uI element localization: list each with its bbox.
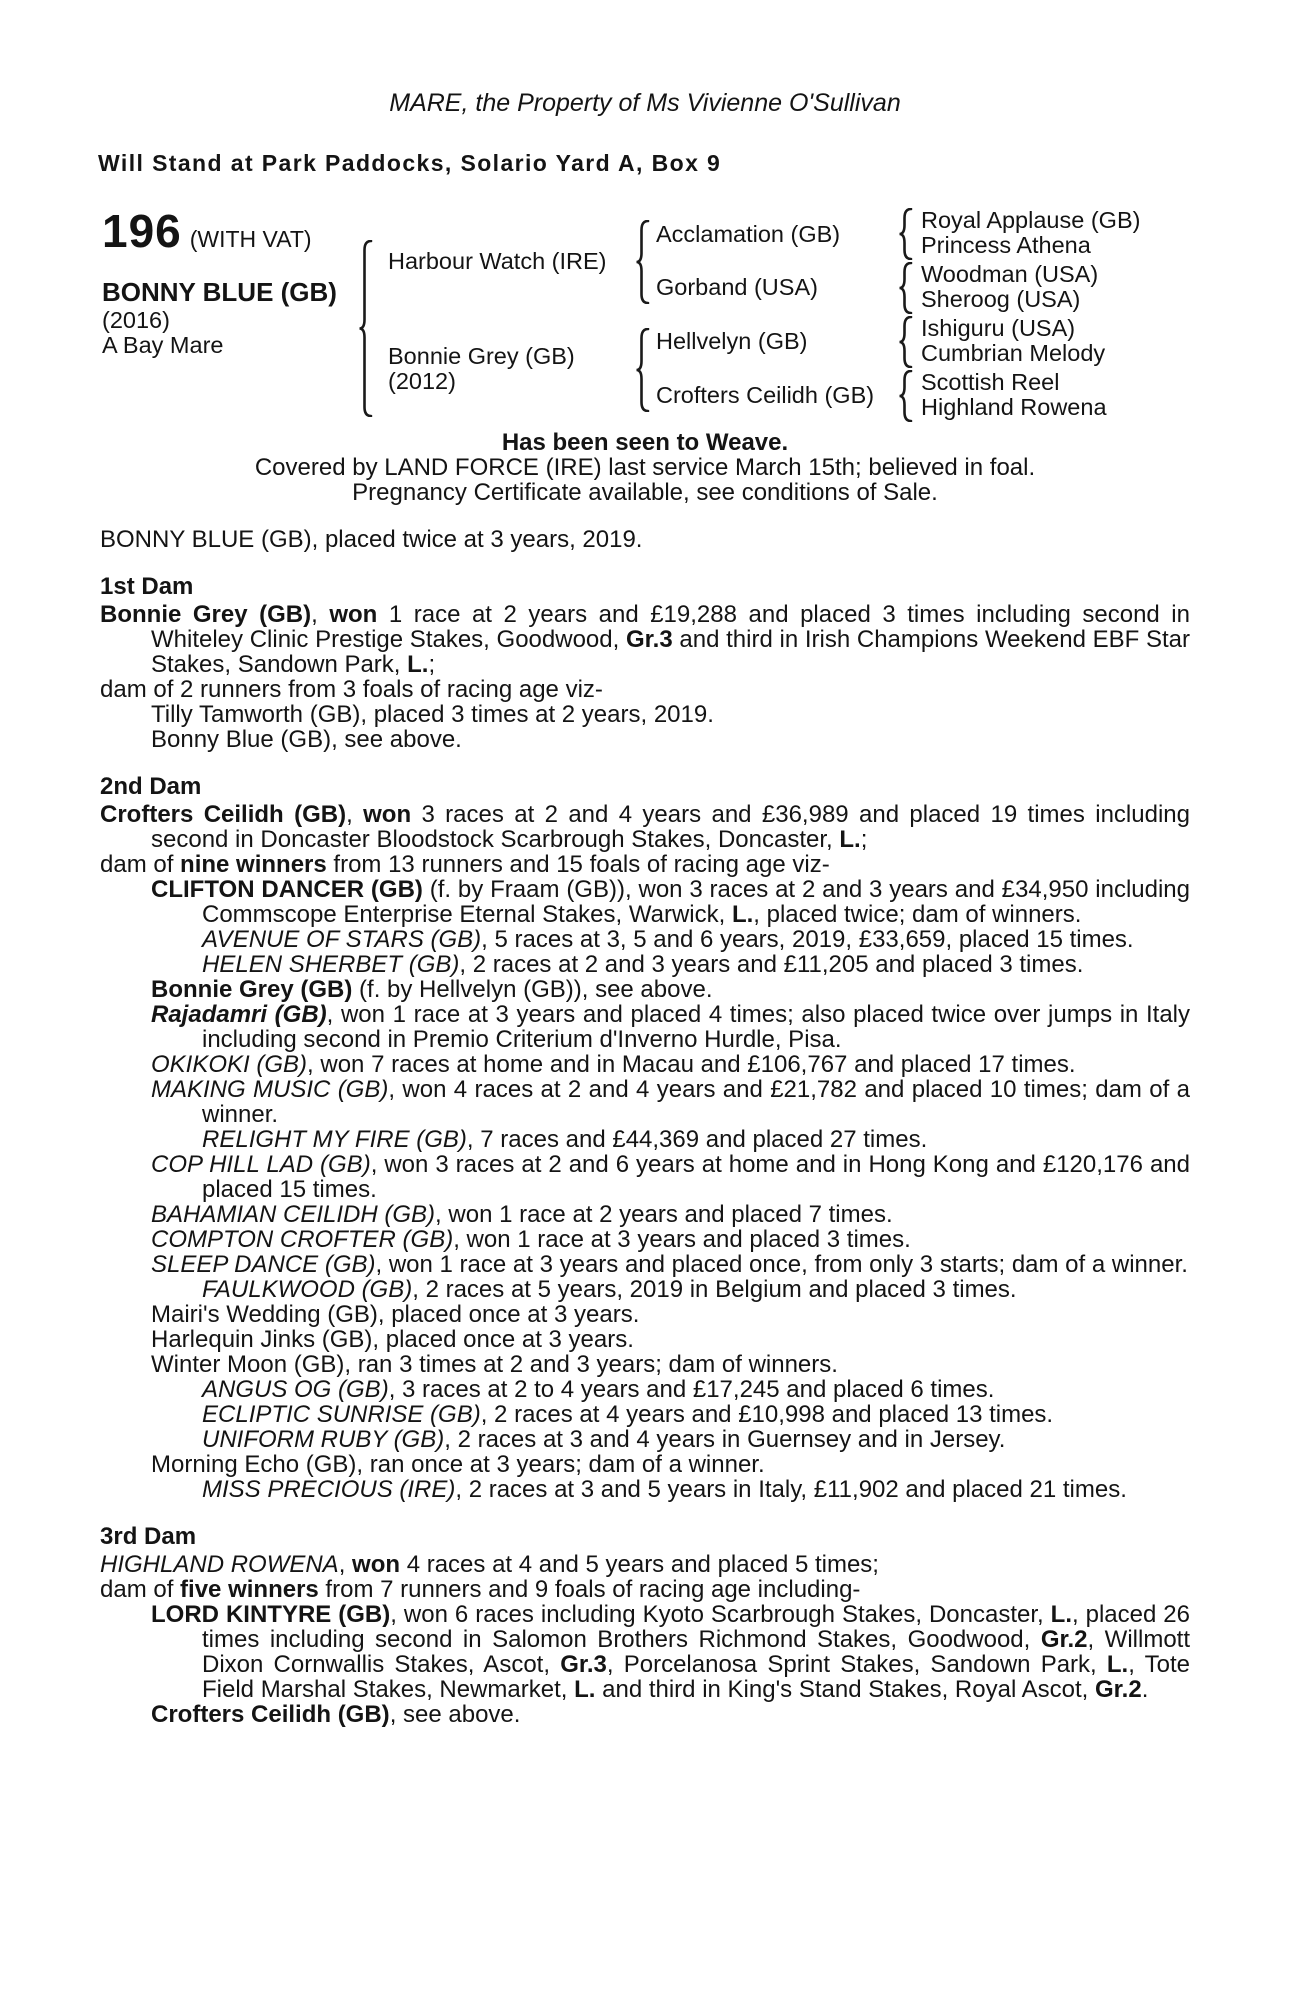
dam-section bbox=[100, 774, 1190, 1502]
pedigree-paragraph: Winter Moon (GB), ran 3 times at 2 and 3 years; dam of winners. bbox=[151, 1351, 838, 1378]
dam-name: Bonnie Grey (GB) bbox=[388, 343, 575, 369]
gen3-sire-dam: Gorband (USA) bbox=[656, 274, 818, 300]
pedigree-paragraph: CLIFTON DANCER (GB) (f. by Fraam (GB)), won 3 races at 2 and 3 years and £34,950 including Commscope Enterprise Eternal Stakes, Warwick, L., placed twice; dam of winners. bbox=[151, 876, 1190, 928]
pedigree-paragraph: dam of five winners from 7 runners and 9 foals of racing age including- bbox=[100, 1576, 861, 1603]
race-record-and-dams bbox=[100, 527, 1190, 1727]
weave-note: Has been seen to Weave. bbox=[501, 429, 789, 456]
gen4-name: Scottish Reel bbox=[921, 369, 1060, 395]
pedigree-paragraph: MISS PRECIOUS (IRE), 2 races at 3 and 5 years in Italy, £11,902 and placed 21 times. bbox=[202, 1476, 1127, 1503]
gen4-name: Royal Applause (GB) bbox=[921, 207, 1141, 233]
pedigree-diagram bbox=[100, 205, 1190, 427]
pedigree-paragraph: ANGUS OG (GB), 3 races at 2 to 4 years and £17,245 and placed 6 times. bbox=[202, 1376, 995, 1403]
lot-name: BONNY BLUE (GB) bbox=[102, 277, 337, 307]
pedigree-paragraph: Mairi's Wedding (GB), placed once at 3 years. bbox=[151, 1301, 640, 1328]
section-heading: 2nd Dam bbox=[100, 773, 202, 800]
gen4-name: Woodman (USA) bbox=[921, 261, 1099, 287]
pedigree-paragraph: Rajadamri (GB), won 1 race at 3 years and placed 4 times; also placed twice over jumps in Italy including second in Premio Criterium d'Inverno Hurdle, Pisa. bbox=[151, 1001, 1191, 1053]
brace-icon bbox=[898, 370, 913, 428]
pedigree-paragraph: Crofters Ceilidh (GB), see above. bbox=[151, 1701, 521, 1728]
pedigree-paragraph: Harlequin Jinks (GB), placed once at 3 years. bbox=[151, 1326, 634, 1353]
brace-icon bbox=[635, 328, 650, 418]
gen3-sire-sire: Acclamation (GB) bbox=[656, 221, 841, 247]
pedigree-paragraph: MAKING MUSIC (GB), won 4 races at 2 and 4 years and £21,782 and placed 10 times; dam of a winner. bbox=[151, 1076, 1190, 1128]
pedigree-paragraph: COP HILL LAD (GB), won 3 races at 2 and 6 years at home and in Hong Kong and £120,176 and placed 15 times. bbox=[151, 1151, 1190, 1203]
gen4-name: Princess Athena bbox=[921, 232, 1091, 258]
brace-icon bbox=[898, 316, 913, 374]
pedigree-paragraph: OKIKOKI (GB), won 7 races at home and in Macau and £106,767 and placed 17 times. bbox=[151, 1051, 1076, 1078]
covering-note: Covered by LAND FORCE (IRE) last service March 15th; believed in foal. bbox=[254, 454, 1036, 481]
pedigree-paragraph: COMPTON CROFTER (GB), won 1 race at 3 years and placed 3 times. bbox=[151, 1226, 911, 1253]
gen3-dam-dam: Crofters Ceilidh (GB) bbox=[656, 382, 875, 408]
pedigree-paragraph: UNIFORM RUBY (GB), 2 races at 3 and 4 years in Guernsey and in Jersey. bbox=[202, 1426, 1006, 1453]
gen3-dam-sire: Hellvelyn (GB) bbox=[656, 328, 808, 354]
pedigree-paragraph: FAULKWOOD (GB), 2 races at 5 years, 2019 in Belgium and placed 3 times. bbox=[202, 1276, 1017, 1303]
section-heading: 1st Dam bbox=[100, 573, 194, 600]
lot-foaling-year: (2016) bbox=[102, 307, 170, 333]
pedigree-paragraph: dam of 2 runners from 3 foals of racing age viz- bbox=[100, 676, 603, 703]
pedigree-paragraph: ECLIPTIC SUNRISE (GB), 2 races at 4 years and £10,998 and placed 13 times. bbox=[202, 1401, 1054, 1428]
pedigree-paragraph: AVENUE OF STARS (GB), 5 races at 3, 5 and 6 years, 2019, £33,659, placed 15 times. bbox=[202, 926, 1134, 953]
pedigree-paragraph: RELIGHT MY FIRE (GB), 7 races and £44,369 and placed 27 times. bbox=[202, 1126, 928, 1153]
pregnancy-note: Pregnancy Certificate available, see conditions of Sale. bbox=[352, 479, 938, 506]
pedigree-paragraph: Morning Echo (GB), ran once at 3 years; dam of a winner. bbox=[151, 1451, 765, 1478]
sire-name: Harbour Watch (IRE) bbox=[388, 248, 607, 274]
lot-description: A Bay Mare bbox=[102, 332, 224, 358]
vat-note: (WITH VAT) bbox=[189, 226, 312, 252]
pedigree-paragraph: LORD KINTYRE (GB), won 6 races including Kyoto Scarbrough Stakes, Doncaster, L., placed 26 times including second in Salomon Brothers Richmond Stakes, Goodwood, Gr.2, Willmott Dixon Cornwallis Stakes, Ascot, Gr.3, Porcelanosa Sprint Stakes, Sandown Park, L., Tote Field Marshal Stakes, Newmarket, L. and third in King's Stand Stakes, Royal Ascot, Gr.2. bbox=[151, 1601, 1191, 1703]
brace-icon bbox=[358, 240, 373, 423]
pedigree-paragraph: dam of nine winners from 13 runners and 15 foals of racing age viz- bbox=[100, 851, 830, 878]
dam-section bbox=[100, 1524, 1190, 1727]
dam-sections bbox=[100, 574, 1190, 1727]
pedigree-paragraph: SLEEP DANCE (GB), won 1 race at 3 years and placed once, from only 3 starts; dam of a winner. bbox=[151, 1251, 1188, 1278]
gen4-name: Ishiguru (USA) bbox=[921, 315, 1076, 341]
pedigree-paragraph: HELEN SHERBET (GB), 2 races at 2 and 3 years and £11,205 and placed 3 times. bbox=[202, 951, 1084, 978]
dam-section bbox=[100, 574, 1190, 752]
brace-icon bbox=[898, 208, 913, 266]
gen4-name: Sheroog (USA) bbox=[921, 286, 1081, 312]
pedigree-paragraph: Bonny Blue (GB), see above. bbox=[151, 726, 462, 753]
lot-number: 196 bbox=[102, 205, 182, 257]
page-title: MARE, the Property of Ms Vivienne O'Sullivan bbox=[389, 89, 901, 117]
lot-number-line bbox=[102, 205, 312, 257]
race-record: BONNY BLUE (GB), placed twice at 3 years, 2019. bbox=[100, 526, 643, 553]
pedigree-paragraph: Crofters Ceilidh (GB), won 3 races at 2 and 4 years and £36,989 and placed 19 times including second in Doncaster Bloodstock Scarbrough Stakes, Doncaster, L.; bbox=[100, 801, 1190, 853]
pedigree-paragraph: HIGHLAND ROWENA, won 4 races at 4 and 5 years and placed 5 times; bbox=[100, 1551, 879, 1578]
pedigree-paragraph: Bonnie Grey (GB) (f. by Hellvelyn (GB)), see above. bbox=[151, 976, 713, 1003]
pedigree-paragraph: Bonnie Grey (GB), won 1 race at 2 years and £19,288 and placed 3 times including second in Whiteley Clinic Prestige Stakes, Goodwood, Gr.3 and third in Irish Champions Weekend EBF Star Stakes, Sandown Park, L.; bbox=[100, 601, 1190, 678]
gen4-name: Cumbrian Melody bbox=[921, 340, 1106, 366]
pedigree-paragraph: Tilly Tamworth (GB), placed 3 times at 2 years, 2019. bbox=[151, 701, 714, 728]
covering-notes bbox=[100, 430, 1190, 505]
brace-icon bbox=[898, 262, 913, 320]
brace-icon bbox=[635, 220, 650, 310]
dam-year: (2012) bbox=[388, 368, 456, 394]
gen4-name: Highland Rowena bbox=[921, 394, 1107, 420]
section-heading: 3rd Dam bbox=[100, 1523, 197, 1550]
pedigree-paragraph: BAHAMIAN CEILIDH (GB), won 1 race at 2 years and placed 7 times. bbox=[151, 1201, 893, 1228]
stand-location-line: Will Stand at Park Paddocks, Solario Yard A, Box 9 bbox=[98, 150, 722, 176]
